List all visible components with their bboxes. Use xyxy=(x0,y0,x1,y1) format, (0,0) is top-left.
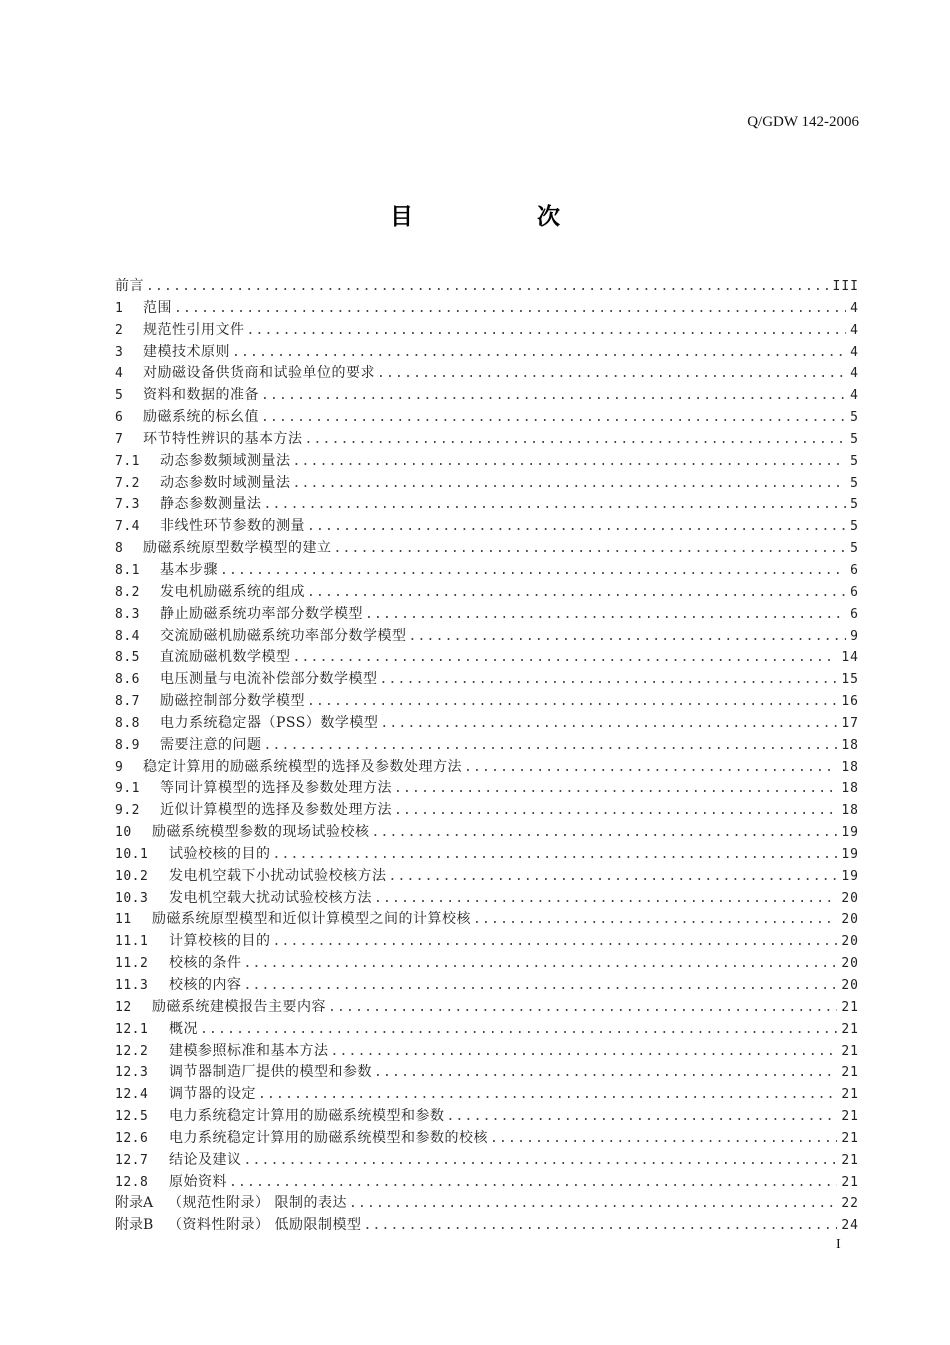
toc-entry-number: 8.5 xyxy=(115,650,140,666)
toc-leader-dots xyxy=(174,301,846,316)
toc-entry-title: 计算校核的目的 xyxy=(169,933,271,950)
toc-leader-dots xyxy=(380,672,838,687)
toc-leader-dots xyxy=(264,497,847,512)
toc-entry-title: 直流励磁机数学模型 xyxy=(160,649,291,666)
toc-leader-dots xyxy=(307,694,837,709)
toc-leader-dots xyxy=(380,716,837,731)
toc-entry-number: 8.3 xyxy=(115,606,140,622)
toc-leader-dots xyxy=(305,432,847,447)
toc-entry[interactable] xyxy=(115,843,859,865)
toc-entry-page: 21 xyxy=(841,1043,859,1059)
toc-entry-title: 励磁系统的标幺值 xyxy=(143,409,259,426)
toc-entry-number: 12.8 xyxy=(115,1174,149,1190)
toc-entry[interactable] xyxy=(115,1192,859,1214)
toc-entry-page: 4 xyxy=(850,366,859,382)
toc-leader-dots xyxy=(394,803,837,818)
toc-entry-number: 11.2 xyxy=(115,956,149,972)
toc-entry-number: 8.8 xyxy=(115,715,140,731)
toc-entry-number: 9.2 xyxy=(115,803,140,819)
toc-leader-dots xyxy=(490,1131,837,1146)
toc-entry-title: 动态参数频域测量法 xyxy=(160,452,291,469)
toc-leader-dots xyxy=(293,454,847,469)
toc-entry-number: 12.7 xyxy=(115,1152,149,1168)
toc-entry[interactable] xyxy=(115,1127,859,1149)
toc-entry[interactable] xyxy=(115,777,859,799)
toc-entry-page: 5 xyxy=(850,519,859,535)
toc-entry-number: 12.1 xyxy=(115,1021,149,1037)
toc-entry[interactable] xyxy=(115,712,859,734)
toc-entry-number: 8.4 xyxy=(115,628,140,644)
toc-entry-title: 等同计算模型的选择及参数处理方法 xyxy=(160,780,392,797)
toc-leader-dots xyxy=(261,410,846,425)
toc-entry[interactable] xyxy=(115,887,859,909)
toc-entry-page: 21 xyxy=(841,999,859,1015)
toc-entry-page: 19 xyxy=(841,825,859,841)
toc-entry-page: 21 xyxy=(841,1087,859,1103)
toc-leader-dots xyxy=(244,956,838,971)
toc-entry-page: 5 xyxy=(850,431,859,447)
toc-entry-number: 8.2 xyxy=(115,584,140,600)
toc-entry-page: 18 xyxy=(841,737,859,753)
toc-entry[interactable] xyxy=(115,428,859,450)
toc-entry[interactable] xyxy=(115,799,859,821)
toc-entry-page: 22 xyxy=(841,1196,859,1212)
toc-entry[interactable] xyxy=(115,865,859,887)
toc-entry-title: 非线性环节参数的测量 xyxy=(160,518,305,535)
toc-entry-number: 3 xyxy=(115,344,124,360)
toc-entry-title: 励磁系统原型模型和近似计算模型之间的计算校核 xyxy=(152,911,471,928)
toc-leader-dots xyxy=(363,1218,837,1233)
toc-entry-page: 21 xyxy=(841,1109,859,1125)
toc-entry-title: 概况 xyxy=(169,1020,198,1037)
toc-leader-dots xyxy=(247,323,847,338)
toc-entry-page: 6 xyxy=(850,562,859,578)
toc-leader-dots xyxy=(146,279,829,294)
toc-entry-title: 电力系统稳定计算用的励磁系统模型和参数 xyxy=(169,1108,445,1125)
toc-entry-number: 10.2 xyxy=(115,868,149,884)
toc-entry-page: 14 xyxy=(841,650,859,666)
toc-entry-number: 附录A xyxy=(115,1195,154,1212)
toc-entry-number: 12.3 xyxy=(115,1065,149,1081)
document-code: Q/GDW 142-2006 xyxy=(747,114,859,130)
toc-entry-page: 21 xyxy=(841,1130,859,1146)
toc-entry[interactable] xyxy=(115,515,859,537)
toc-leader-dots xyxy=(307,519,846,534)
toc-entry-title: 动态参数时域测量法 xyxy=(160,474,291,491)
toc-entry-title: 调节器的设定 xyxy=(169,1086,256,1103)
toc-entry-page: 4 xyxy=(850,344,859,360)
toc-entry-number: 4 xyxy=(115,366,124,382)
toc-entry-page: 16 xyxy=(841,694,859,710)
toc-entry-title: 资料和数据的准备 xyxy=(143,387,259,404)
toc-entry-number: 7.2 xyxy=(115,475,140,491)
toc-entry-number: 11.3 xyxy=(115,978,149,993)
toc-leader-dots xyxy=(394,781,837,796)
toc-leader-dots xyxy=(264,738,838,753)
toc-entry-number: 附录B xyxy=(115,1217,154,1234)
toc-entry-number: 11.1 xyxy=(115,934,149,950)
toc-entry-number: 8.7 xyxy=(115,694,140,710)
toc-entry-title: 近似计算模型的选择及参数处理方法 xyxy=(160,802,392,819)
toc-entry[interactable] xyxy=(115,1214,859,1236)
toc-entry[interactable] xyxy=(115,952,859,974)
toc-leader-dots xyxy=(220,563,846,578)
toc-entry-title: 基本步骤 xyxy=(160,561,218,578)
toc-leader-dots xyxy=(244,1153,838,1168)
toc-entry[interactable] xyxy=(115,930,859,952)
toc-entry[interactable] xyxy=(115,690,859,712)
toc-entry[interactable] xyxy=(115,1018,859,1040)
toc-leader-dots xyxy=(331,1044,838,1059)
toc-entry-title: 励磁系统建模报告主要内容 xyxy=(152,998,326,1015)
toc-entry-number: 7.3 xyxy=(115,497,140,513)
toc-entry-title: 需要注意的问题 xyxy=(160,736,262,753)
toc-entry-number: 1 xyxy=(115,300,124,316)
toc-entry-page: 6 xyxy=(850,584,859,600)
toc-leader-dots xyxy=(293,650,838,665)
toc-entry[interactable] xyxy=(115,1061,859,1083)
toc-entry-page: 21 xyxy=(841,1021,859,1037)
toc-entry[interactable] xyxy=(115,493,859,515)
toc-entry-number: 12.6 xyxy=(115,1130,149,1146)
toc-leader-dots xyxy=(293,476,847,491)
toc-entry[interactable] xyxy=(115,668,859,690)
toc-entry-title: 试验校核的目的 xyxy=(169,845,271,862)
toc-entry-page: 20 xyxy=(841,934,859,950)
toc-entry-number: 9.1 xyxy=(115,781,140,797)
toc-entry[interactable] xyxy=(115,1040,859,1062)
toc-entry-number: 12.5 xyxy=(115,1109,149,1125)
toc-entry[interactable] xyxy=(115,603,859,625)
toc-entry-title: 结论及建议 xyxy=(169,1151,242,1168)
toc-entry-title: 调节器制造厂提供的模型和参数 xyxy=(169,1064,372,1081)
toc-entry-title: 发电机励磁系统的组成 xyxy=(160,583,305,600)
toc-entry-page: 20 xyxy=(841,890,859,906)
toc-entry[interactable] xyxy=(115,908,859,930)
toc-entry[interactable] xyxy=(115,559,859,581)
toc-entry[interactable] xyxy=(115,362,859,384)
toc-entry[interactable] xyxy=(115,472,859,494)
toc-leader-dots xyxy=(374,891,837,906)
toc-leader-dots xyxy=(258,1087,837,1102)
toc-entry[interactable] xyxy=(115,581,859,603)
toc-entry-title: 范围 xyxy=(143,299,172,316)
toc-entry-page: 21 xyxy=(841,1174,859,1190)
toc-entry-title: 建模参照标准和基本方法 xyxy=(169,1042,329,1059)
toc-entry-page: 21 xyxy=(841,1152,859,1168)
toc-entry-page: 19 xyxy=(841,846,859,862)
toc-entry-page: 19 xyxy=(841,868,859,884)
toc-entry-title: 静态参数测量法 xyxy=(160,496,262,513)
toc-entry[interactable] xyxy=(115,275,859,297)
toc-entry-title: 校核的条件 xyxy=(169,955,242,972)
toc-leader-dots xyxy=(307,585,846,600)
toc-entry-number: 12 xyxy=(115,999,132,1015)
toc-entry-page: 5 xyxy=(850,410,859,426)
toc-entry-page: 18 xyxy=(841,781,859,797)
toc-entry-number: 10.3 xyxy=(115,890,149,906)
toc-entry-number: 7.1 xyxy=(115,453,140,469)
toc-entry-page: 17 xyxy=(841,715,859,731)
toc-entry-page: III xyxy=(832,279,859,294)
toc-entry[interactable] xyxy=(115,341,859,363)
toc-entry-title: （规范性附录） 限制的表达 xyxy=(168,1195,347,1212)
toc-entry-page: 24 xyxy=(841,1218,859,1234)
toc-entry[interactable] xyxy=(115,319,859,341)
toc-leader-dots xyxy=(389,869,838,884)
toc-entry[interactable] xyxy=(115,1149,859,1171)
toc-entry-page: 6 xyxy=(850,606,859,622)
toc-entry-page: 18 xyxy=(841,759,859,775)
toc-entry-number: 11 xyxy=(115,912,132,928)
toc-entry-page: 4 xyxy=(850,388,859,404)
toc-entry-title: 前言 xyxy=(115,278,144,294)
toc-entry[interactable] xyxy=(115,450,859,472)
toc-entry[interactable] xyxy=(115,384,859,406)
toc-entry-page: 5 xyxy=(850,497,859,513)
toc-entry-page: 20 xyxy=(841,978,859,993)
toc-entry-number: 10.1 xyxy=(115,846,149,862)
toc-entry-title: 静止励磁系统功率部分数学模型 xyxy=(160,605,363,622)
toc-entry-number: 7.4 xyxy=(115,519,140,535)
toc-leader-dots xyxy=(273,847,838,862)
toc-entry-title: 规范性引用文件 xyxy=(143,321,245,338)
toc-entry-number: 12.4 xyxy=(115,1087,149,1103)
toc-entry[interactable] xyxy=(115,756,859,778)
toc-entry-page: 18 xyxy=(841,803,859,819)
toc-entry[interactable] xyxy=(115,996,859,1018)
toc-leader-dots xyxy=(464,760,837,775)
toc-leader-dots xyxy=(365,607,846,622)
toc-leader-dots xyxy=(377,366,846,381)
page-number: I xyxy=(836,1237,841,1252)
toc-entry-page: 5 xyxy=(850,475,859,491)
toc-leader-dots xyxy=(200,1022,837,1037)
toc-entry[interactable] xyxy=(115,537,859,559)
toc-entry-page: 4 xyxy=(850,300,859,316)
toc-leader-dots xyxy=(229,1175,837,1190)
toc-entry[interactable] xyxy=(115,297,859,319)
toc-entry-title: 电力系统稳定器（PSS）数学模型 xyxy=(160,714,379,731)
toc-entry-title: 原始资料 xyxy=(169,1173,227,1190)
toc-entry-number: 8.6 xyxy=(115,672,140,688)
toc-entry-number: 5 xyxy=(115,388,124,404)
toc-leader-dots xyxy=(374,1065,837,1080)
toc-leader-dots xyxy=(273,934,838,949)
toc-entry-title: 环节特性辨识的基本方法 xyxy=(143,430,303,447)
toc-entry-title: 励磁控制部分数学模型 xyxy=(160,693,305,710)
toc-entry-title: 励磁系统原型数学模型的建立 xyxy=(143,540,332,557)
toc-entry-number: 9 xyxy=(115,759,124,775)
toc-leader-dots xyxy=(349,1196,837,1211)
toc-entry-title: 稳定计算用的励磁系统模型的选择及参数处理方法 xyxy=(143,758,462,775)
toc-entry-number: 8.1 xyxy=(115,562,140,578)
toc-entry[interactable] xyxy=(115,1083,859,1105)
toc-entry-title: 励磁系统模型参数的现场试验校核 xyxy=(152,824,370,841)
toc-entry-title: （资料性附录） 低励限制模型 xyxy=(168,1217,362,1234)
toc-entry[interactable] xyxy=(115,406,859,428)
toc-entry-title: 发电机空载大扰动试验校核方法 xyxy=(169,889,372,906)
toc-entry-title: 校核的内容 xyxy=(169,977,242,993)
table-of-contents xyxy=(115,275,859,1236)
toc-entry-number: 8 xyxy=(115,541,124,557)
toc-entry-page: 5 xyxy=(850,453,859,469)
toc-entry-page: 9 xyxy=(850,628,859,644)
toc-entry-page: 5 xyxy=(850,541,859,557)
toc-entry[interactable] xyxy=(115,1105,859,1127)
toc-entry-number: 8.9 xyxy=(115,737,140,753)
toc-entry-number: 10 xyxy=(115,825,132,841)
toc-entry-number: 2 xyxy=(115,322,124,338)
toc-entry-title: 电压测量与电流补偿部分数学模型 xyxy=(160,671,378,688)
toc-leader-dots xyxy=(409,629,847,644)
toc-leader-dots xyxy=(261,388,846,403)
toc-entry-title: 电力系统稳定计算用的励磁系统模型和参数的校核 xyxy=(169,1129,488,1146)
toc-leader-dots xyxy=(232,345,846,360)
toc-entry[interactable] xyxy=(115,625,859,647)
toc-entry-page: 20 xyxy=(841,912,859,928)
toc-leader-dots xyxy=(328,1000,837,1015)
toc-entry-page: 4 xyxy=(850,322,859,338)
toc-entry[interactable] xyxy=(115,974,859,996)
toc-entry-title: 发电机空载下小扰动试验校核方法 xyxy=(169,867,387,884)
toc-leader-dots xyxy=(334,541,847,556)
toc-entry[interactable] xyxy=(115,821,859,843)
toc-entry-number: 6 xyxy=(115,410,124,426)
toc-leader-dots xyxy=(447,1109,838,1124)
toc-entry[interactable] xyxy=(115,646,859,668)
toc-entry[interactable] xyxy=(115,734,859,756)
toc-entry[interactable] xyxy=(115,1171,859,1193)
toc-leader-dots xyxy=(473,912,837,927)
toc-entry-page: 20 xyxy=(841,956,859,972)
toc-entry-page: 15 xyxy=(841,672,859,688)
toc-entry-number: 7 xyxy=(115,431,124,447)
toc-entry-title: 对励磁设备供货商和试验单位的要求 xyxy=(143,365,375,382)
toc-entry-page: 21 xyxy=(841,1065,859,1081)
toc-leader-dots xyxy=(244,978,838,993)
toc-entry-number: 12.2 xyxy=(115,1043,149,1059)
toc-title: 目 次 xyxy=(389,204,618,230)
toc-entry-title: 建模技术原则 xyxy=(143,343,230,360)
toc-entry-title: 交流励磁机励磁系统功率部分数学模型 xyxy=(160,627,407,644)
toc-leader-dots xyxy=(372,825,838,840)
